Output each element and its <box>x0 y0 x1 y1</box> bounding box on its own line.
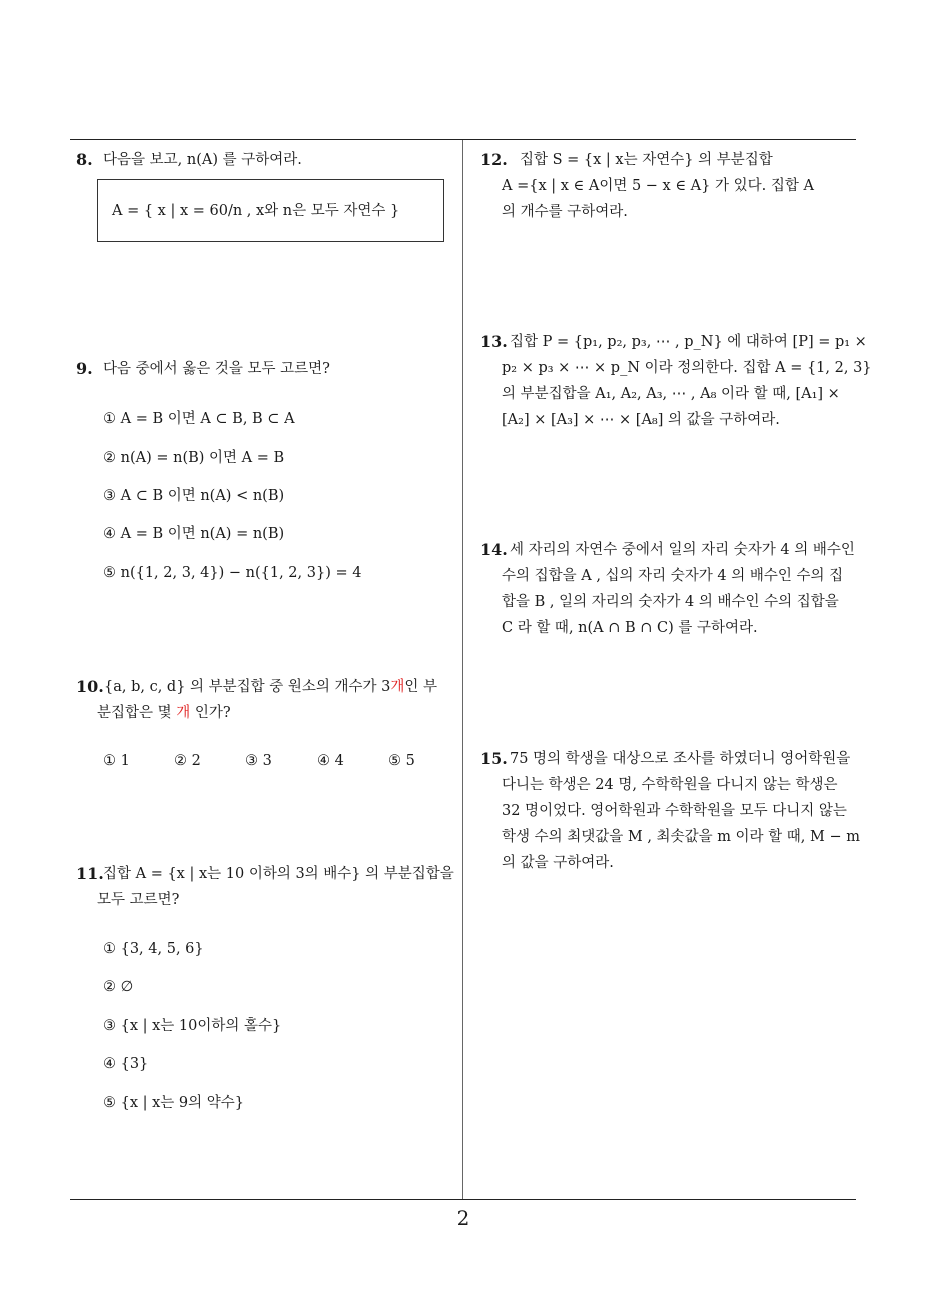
q10-line-1-post: 인 부 <box>404 679 438 695</box>
q13-line-1: 집합 P = {p₁, p₂, p₃, ⋯ , p_N} 에 대하여 [P] = p₁ × <box>510 334 867 350</box>
q13-line-2: p₂ × p₃ × ⋯ × p_N 이라 정의한다. 집합 A = {1, 2, 3} <box>502 360 872 376</box>
q11-option-5[interactable]: ⑤ {x | x는 9의 약수} <box>103 1095 244 1111</box>
q15-line-2: 다니는 학생은 24 명, 수학학원을 다니지 않는 학생은 <box>502 777 838 793</box>
q10-option-1[interactable]: ① 1 <box>103 753 130 769</box>
q10-option-3[interactable]: ③ 3 <box>245 753 272 769</box>
q10-line-2 <box>97 700 231 726</box>
q13-line-4: [A₂] × [A₃] × ⋯ × [A₈] 의 값을 구하여라. <box>502 412 780 428</box>
q14-number: 14. <box>480 540 508 559</box>
q10-highlight-1: 개 <box>390 679 405 695</box>
q10-option-4[interactable]: ④ 4 <box>317 753 344 769</box>
q10-option-5[interactable]: ⑤ 5 <box>388 753 415 769</box>
q14-line-2: 수의 집합을 A , 십의 자리 숫자가 4 의 배수인 수의 집 <box>502 568 844 584</box>
q11-option-3[interactable]: ③ {x | x는 10이하의 홀수} <box>103 1018 282 1034</box>
q8-text: 다음을 보고, n(A) 를 구하여라. <box>103 152 302 168</box>
q12-line-3: 의 개수를 구하여라. <box>502 204 628 220</box>
q11-option-4[interactable]: ④ {3} <box>103 1056 149 1072</box>
q10-line-1 <box>104 674 437 700</box>
q10-option-2[interactable]: ② 2 <box>174 753 201 769</box>
top-rule <box>70 139 856 140</box>
q14-line-1: 세 자리의 자연수 중에서 일의 자리 숫자가 4 의 배수인 <box>510 542 855 558</box>
q8-set-definition: A = { x | x = 60/n , x와 n은 모두 자연수 } <box>112 203 400 219</box>
q11-option-1[interactable]: ① {3, 4, 5, 6} <box>103 941 204 957</box>
q9-text: 다음 중에서 옳은 것을 모두 고르면? <box>103 361 330 377</box>
q8-number: 8. <box>76 150 93 169</box>
q15-line-4: 학생 수의 최댓값을 M , 최솟값을 m 이라 할 때, M − m <box>502 829 860 845</box>
q11-option-2[interactable]: ② ∅ <box>103 979 134 995</box>
q15-line-5: 의 값을 구하여라. <box>502 855 614 871</box>
q15-number: 15. <box>480 749 508 768</box>
q13-number: 13. <box>480 332 508 351</box>
q9-option-2[interactable]: ② n(A) = n(B) 이면 A = B <box>103 450 285 466</box>
column-divider <box>462 140 463 1200</box>
q13-line-3: 의 부분집합을 A₁, A₂, A₃, ⋯ , A₈ 이라 할 때, [A₁] × <box>502 386 840 402</box>
q8-definition-box <box>97 179 444 242</box>
q14-line-3: 합을 B , 일의 자리의 숫자가 4 의 배수인 수의 집합을 <box>502 594 839 610</box>
q9-number: 9. <box>76 359 93 378</box>
page-number: 2 <box>456 1206 470 1230</box>
bottom-rule <box>70 1199 856 1200</box>
q12-line-2: A ={x | x ∈ A이면 5 − x ∈ A} 가 있다. 집합 A <box>502 178 814 194</box>
q11-number: 11. <box>76 864 104 883</box>
q12-number: 12. <box>480 150 508 169</box>
q9-option-4[interactable]: ④ A = B 이면 n(A) = n(B) <box>103 526 285 542</box>
q15-line-1: 75 명의 학생을 대상으로 조사를 하였더니 영어학원을 <box>510 751 851 767</box>
q14-line-4: C 라 할 때, n(A ∩ B ∩ C) 를 구하여라. <box>502 620 758 636</box>
q11-line-2: 모두 고르면? <box>97 892 180 908</box>
q9-option-3[interactable]: ③ A ⊂ B 이면 n(A) < n(B) <box>103 488 285 504</box>
q12-line-1: 집합 S = {x | x는 자연수} 의 부분집합 <box>520 152 773 168</box>
q15-line-3: 32 명이었다. 영어학원과 수학학원을 모두 다니지 않는 <box>502 803 847 819</box>
q11-line-1: 집합 A = {x | x는 10 이하의 3의 배수} 의 부분집합을 <box>103 866 454 882</box>
q10-line-2-pre: 분집합은 몇 <box>97 705 172 721</box>
q9-option-1[interactable]: ① A = B 이면 A ⊂ B, B ⊂ A <box>103 411 295 427</box>
q10-number: 10. <box>76 677 104 696</box>
q10-highlight-2: 개 <box>176 705 191 721</box>
q9-option-5[interactable]: ⑤ n({1, 2, 3, 4}) − n({1, 2, 3}) = 4 <box>103 565 362 581</box>
q10-line-1-pre: {a, b, c, d} 의 부분집합 중 원소의 개수가 3 <box>104 679 391 695</box>
q10-line-2-post: 인가? <box>194 705 231 721</box>
